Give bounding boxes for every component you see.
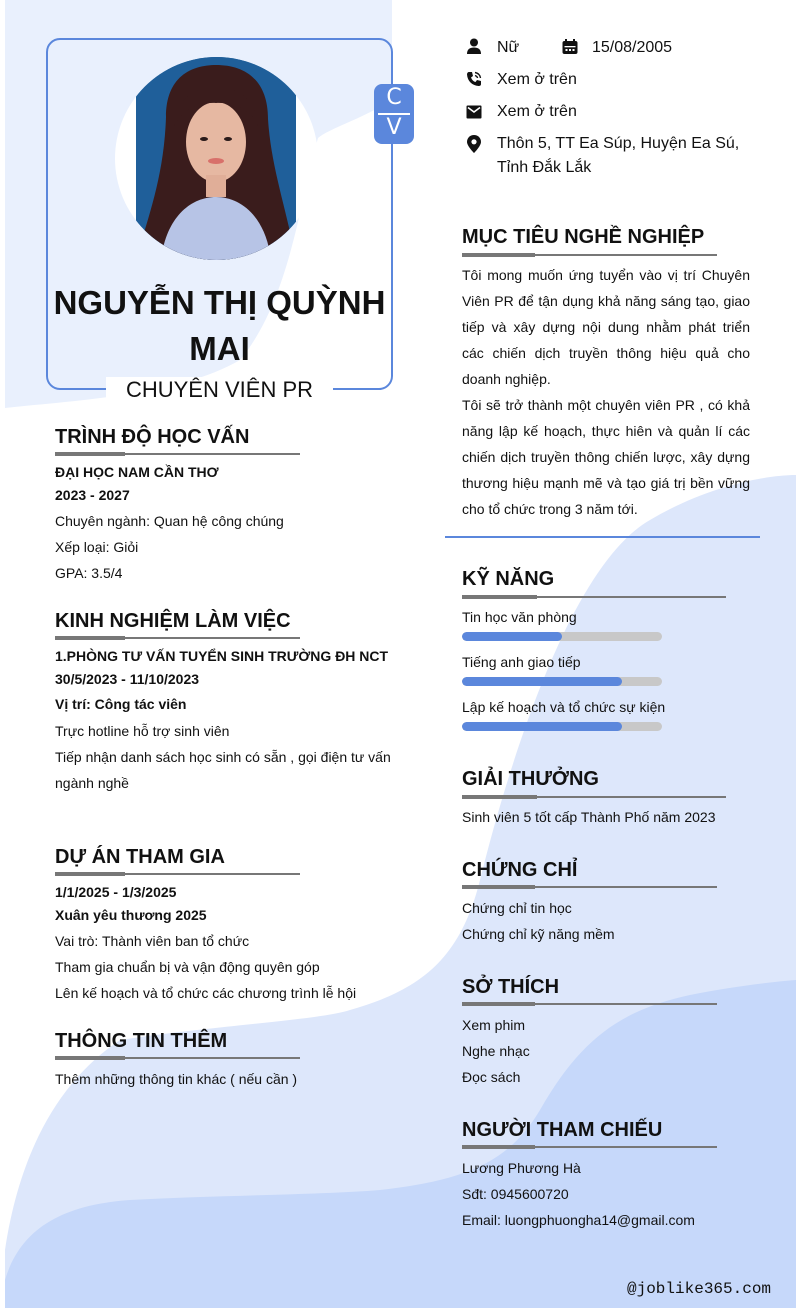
hobby-item: Xem phim [462,1017,526,1033]
objective-line: chiến dịch truyền thông chiến lược, xây dựng [462,449,750,465]
birthday-value: 15/08/2005 [592,39,673,56]
projects-heading: DỰ ÁN THAM GIA [55,846,225,868]
contact-phone-row [466,68,766,92]
certificate-item: Chứng chỉ kỹ năng mềm [462,926,615,942]
reference-phone: Sđt: 0945600720 [462,1186,569,1202]
objective-line: năng lập kế hoạch, thực hiên và quản lí các [462,423,750,439]
objective-line: Viên PR để tận dụng khả năng sáng tạo, giao [462,293,750,309]
profile-photo-illustration [136,57,296,260]
skills-heading: KỸ NĂNG [462,568,555,590]
skill-label: Tin học văn phòng [462,609,577,625]
experience-period: 30/5/2023 - 11/10/2023 [55,671,200,687]
skill-bar-track [462,632,662,641]
skills-heading-accent [462,595,537,599]
objective-heading: MỤC TIÊU NGHỀ NGHIỆP [462,226,705,248]
cv-badge [374,84,414,144]
education-gpa: GPA: 3.5/4 [55,565,123,581]
references-heading-accent [462,1145,535,1149]
award-item: Sinh viên 5 tốt cấp Thành Phố năm 2023 [462,809,716,825]
hobby-item: Đọc sách [462,1069,521,1085]
extra-heading: THÔNG TIN THÊM [55,1030,228,1052]
extra-text: Thêm những thông tin khác ( nếu cần ) [55,1071,298,1087]
project-role: Vai trò: Thành viên ban tổ chức [55,933,250,949]
skill-bar-fill [462,677,622,686]
experience-task: Tiếp nhận danh sách học sinh có sẵn , gọi điện tư vấn [55,749,391,765]
awards-heading: GIẢI THƯỞNG [462,768,599,790]
contact-gender-row [466,36,766,60]
cv-badge-top: C [386,85,402,110]
awards-heading-accent [462,795,537,799]
gender-value: Nữ [497,39,520,56]
hobby-item: Nghe nhạc [462,1043,530,1059]
project-period: 1/1/2025 - 1/3/2025 [55,884,177,900]
job-title-text: CHUYÊN VIÊN PR [106,377,333,402]
objective-line: doanh nghiệp. [462,371,551,387]
project-task: Lên kế hoạch và tổ chức các chương trình lễ hội [55,985,357,1001]
skill-bar-track [462,677,662,686]
certificate-item: Chứng chỉ tin học [462,900,572,916]
skill-bar-track [462,722,662,731]
education-heading-accent [55,452,125,456]
address-line-1: Thôn 5, TT Ea Súp, Huyện Ea Sú, [497,135,740,152]
user-icon [466,38,482,54]
hobbies-heading: SỞ THÍCH [462,976,560,998]
skill-bar-fill [462,632,562,641]
avatar [115,57,318,260]
objective-line: tiếp và xây dựng nội dung nhằm phát triển [462,319,750,335]
references-heading: NGƯỜI THAM CHIẾU [462,1119,663,1141]
profile-photo [136,57,296,260]
certificates-heading: CHỨNG CHỈ [462,859,578,881]
project-name: Xuân yêu thương 2025 [55,907,207,923]
skill-label: Tiếng anh giao tiếp [462,654,581,670]
objective-heading-accent [462,253,535,257]
objective-line: cho tổ chức trong 3 năm tới. [462,501,638,517]
mail-icon [466,104,482,120]
watermark: @joblike365.com [627,1280,772,1298]
experience-heading-accent [55,636,125,640]
education-school: ĐẠI HỌC NAM CẦN THƠ [55,464,219,480]
education-heading: TRÌNH ĐỘ HỌC VẤN [55,426,250,448]
objective-line: Tôi mong muốn ứng tuyển vào vị trí Chuyên [462,267,750,283]
certificates-heading-accent [462,885,535,889]
section-divider [445,536,760,538]
project-task: Tham gia chuẩn bị và vận động quyên góp [55,959,320,975]
experience-company: 1.PHÒNG TƯ VẤN TUYỂN SINH TRƯỜNG ĐH NCT [55,648,389,664]
education-rank: Xếp loại: Giỏi [55,539,139,555]
email-value: Xem ở trên [497,103,577,120]
phone-icon [466,71,482,87]
address-line-2: Tỉnh Đắk Lắk [497,159,592,176]
experience-heading: KINH NGHIỆM LÀM VIỆC [55,610,291,632]
projects-heading-accent [55,872,125,876]
education-major: Chuyên ngành: Quan hệ công chúng [55,513,284,529]
cv-badge-bottom: V [386,115,402,140]
objective-line: thương hiệu mạnh mẽ và tạo giá trị bền vững [462,475,750,491]
contact-email-row [466,100,766,124]
phone-value: Xem ở trên [497,71,577,88]
objective-line: các chiến dịch truyền thông hiệu quả cho [462,345,750,361]
reference-name: Lương Phương Hà [462,1160,581,1176]
calendar-icon [562,39,578,55]
skill-bar-fill [462,722,622,731]
objective-line: Tôi sẽ trở thành một chuyên viên PR , có khả [462,397,750,413]
extra-heading-accent [55,1056,125,1060]
reference-email: Email: luongphuongha14@gmail.com [462,1212,695,1228]
job-title [46,376,393,404]
experience-task: ngành nghề [55,775,129,791]
objective-paragraph [462,262,750,522]
candidate-name: NGUYỄN THỊ QUỲNH MAI [53,284,386,367]
contact-address-row [466,132,766,180]
experience-task: Trực hotline hỗ trợ sinh viên [55,723,230,739]
map-pin-icon [467,135,481,153]
experience-position: Vị trí: Công tác viên [55,696,187,712]
education-period: 2023 - 2027 [55,487,130,503]
hobbies-heading-accent [462,1002,535,1006]
skill-label: Lập kế hoạch và tổ chức sự kiện [462,699,666,715]
